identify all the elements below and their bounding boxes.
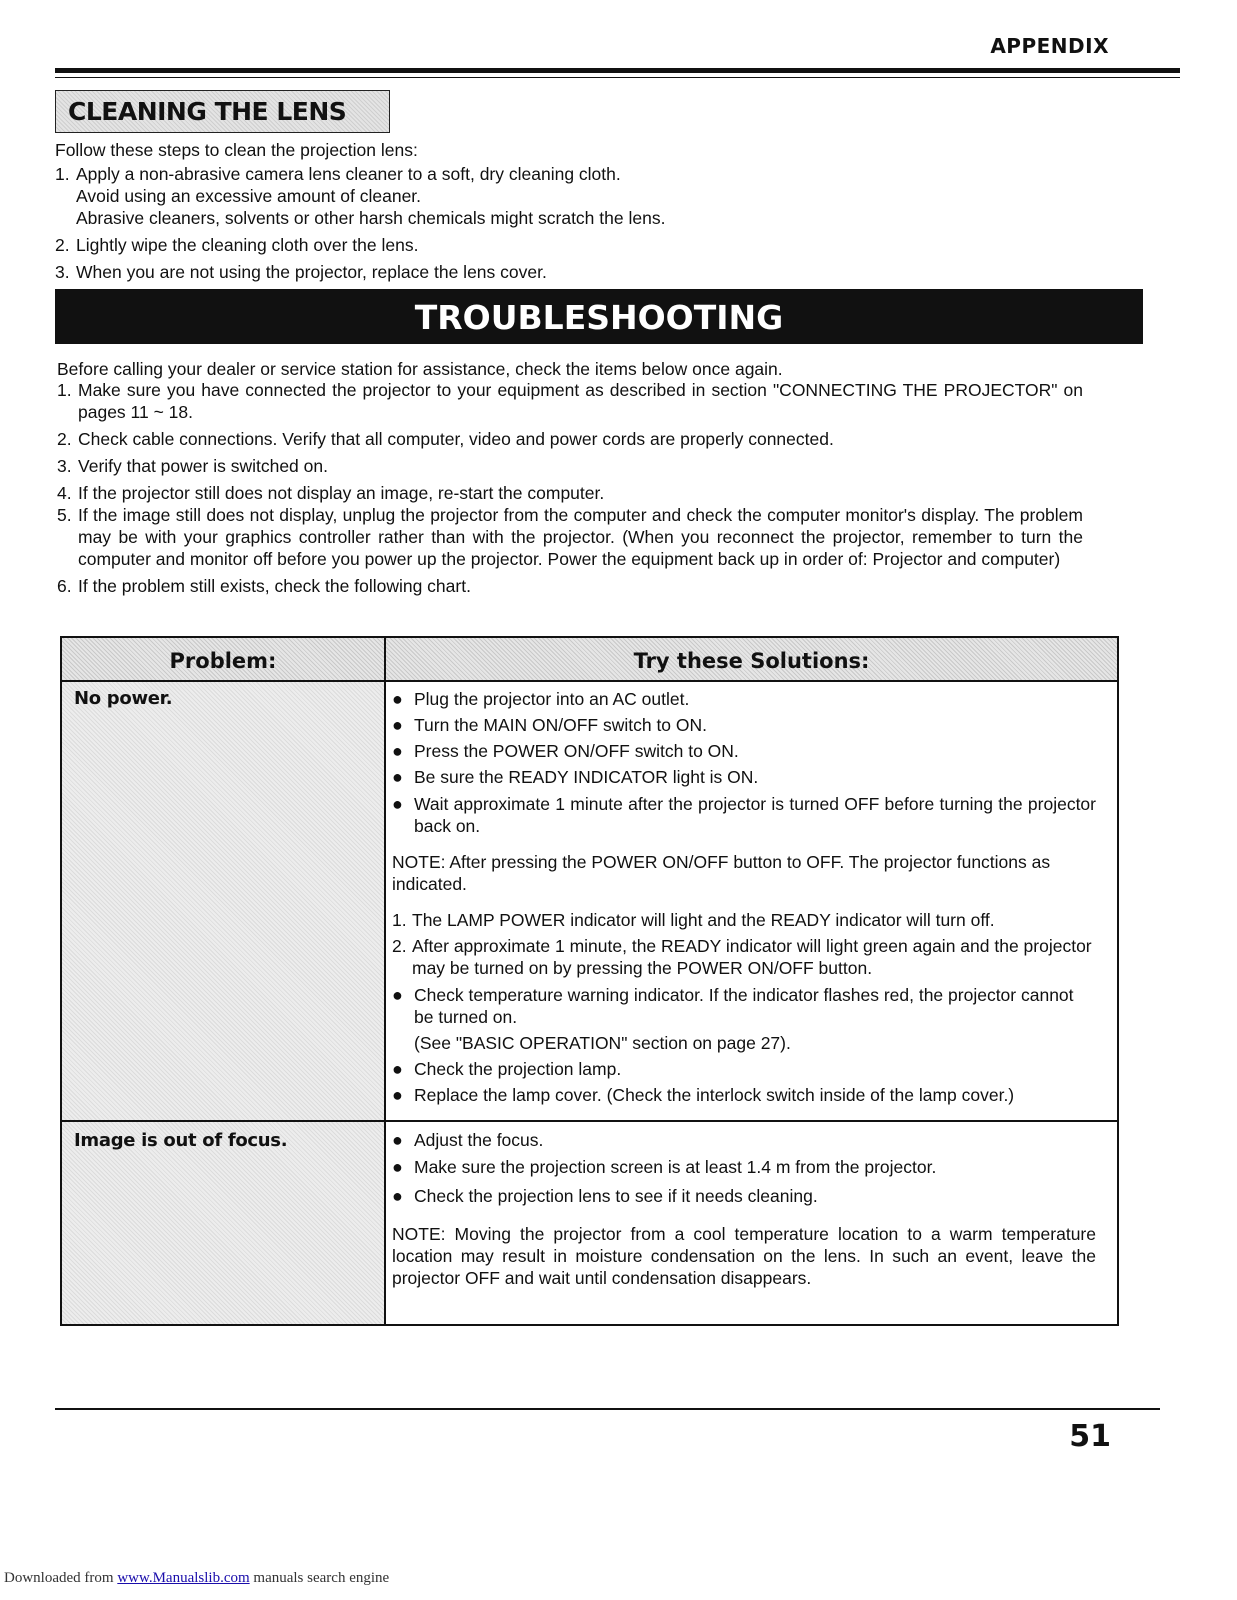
solution-item: ● Check the projection lamp. xyxy=(392,1059,622,1079)
solution-reference: (See "BASIC OPERATION" section on page 27). xyxy=(414,1033,791,1053)
troubleshooting-step: 2. Check cable connections. Verify that all computer, video and power cords are properly connected. xyxy=(57,429,834,449)
header-rule xyxy=(55,68,1180,73)
troubleshooting-step: 1. Make sure you have connected the projector to your equipment as described in section "CONNECTING THE PROJECTOR" on pages 11 ~ 18. xyxy=(57,380,1083,422)
problem-out-of-focus: Image is out of focus. xyxy=(74,1130,288,1151)
solution-item: ● Check the projection lens to see if it needs cleaning. xyxy=(392,1186,818,1206)
note-no-power: NOTE: After pressing the POWER ON/OFF button to OFF. The projector functions as indicated. xyxy=(392,852,1051,894)
troubleshooting-title: TROUBLESHOOTING xyxy=(55,289,1143,344)
solution-item: ● Wait approximate 1 minute after the projector is turned OFF before turning the projector back on. xyxy=(392,794,1096,836)
row-divider xyxy=(62,1120,1117,1122)
cleaning-step: 2. Lightly wipe the cleaning cloth over the lens. xyxy=(55,235,419,255)
solution-item: ● Turn the MAIN ON/OFF switch to ON. xyxy=(392,715,708,735)
footer-rule xyxy=(55,1408,1160,1410)
column-divider xyxy=(384,638,386,1324)
solution-numbered: 2. After approximate 1 minute, the READY indicator will light green again and the projector may be turned on by pressing the POWER ON/OFF button. xyxy=(392,936,1092,978)
troubleshooting-intro: Before calling your dealer or service station for assistance, check the items below once again. xyxy=(57,359,783,379)
header-rule-thin xyxy=(55,77,1180,78)
troubleshooting-step: 4. If the projector still does not display an image, re-start the computer. xyxy=(57,483,605,503)
solution-item: ● Be sure the READY INDICATOR light is ON. xyxy=(392,767,759,787)
problem-header: Problem: xyxy=(169,649,277,673)
table-header xyxy=(62,638,1117,682)
note-out-of-focus: NOTE: Moving the projector from a cool temperature location to a warm temperature location may result in moisture condensation on the lens. In such an event, leave the projector OFF and wait until condensation disappears. xyxy=(392,1224,1096,1288)
page-number: 51 xyxy=(1069,1419,1111,1454)
download-footer: Downloaded from www.Manualslib.com manuals search engine xyxy=(4,1570,390,1586)
solution-item: ● Check temperature warning indicator. If the indicator flashes red, the projector cannot be turned on. xyxy=(392,985,1074,1027)
section-header: APPENDIX xyxy=(990,34,1109,58)
troubleshooting-table xyxy=(60,636,1119,1326)
troubleshooting-step: 3. Verify that power is switched on. xyxy=(57,456,328,476)
solution-item: ● Adjust the focus. xyxy=(392,1130,544,1150)
solution-item: ● Press the POWER ON/OFF switch to ON. xyxy=(392,741,739,761)
cleaning-intro: Follow these steps to clean the projection lens: xyxy=(55,140,418,160)
solution-item: ● Plug the projector into an AC outlet. xyxy=(392,689,690,709)
solutions-header: Try these Solutions: xyxy=(633,649,870,673)
cleaning-steps xyxy=(55,163,1155,283)
cleaning-step: 1. Apply a non-abrasive camera lens cleaner to a soft, dry cleaning cloth. Avoid using an excessive amount of cleaner. Abrasive cleaners, solvents or other harsh chemicals might scratch the lens. xyxy=(55,164,666,228)
cleaning-title: CLEANING THE LENS xyxy=(55,90,390,133)
solution-item: ● Make sure the projection screen is at least 1.4 m from the projector. xyxy=(392,1157,937,1177)
manualslib-link[interactable]: www.Manualslib.com xyxy=(117,1570,250,1586)
problem-column xyxy=(62,682,384,1324)
solution-numbered: 1. The LAMP POWER indicator will light and the READY indicator will turn off. xyxy=(392,910,995,930)
troubleshooting-steps xyxy=(57,379,1083,597)
problem-no-power: No power. xyxy=(74,688,173,709)
troubleshooting-step: 5. If the image still does not display, unplug the projector from the computer and check the computer monitor's display. The problem may be with your graphics controller rather than with the projector. (When you reconnect the projector, remember to turn the computer and monitor off before you power up the projector. Power the equipment back up in order of: Projector and computer) xyxy=(57,505,1083,569)
solution-item: ● Replace the lamp cover. (Check the interlock switch inside of the lamp cover.) xyxy=(392,1085,1015,1105)
cleaning-step: 3. When you are not using the projector, replace the lens cover. xyxy=(55,262,547,282)
troubleshooting-step: 6. If the problem still exists, check the following chart. xyxy=(57,576,471,596)
